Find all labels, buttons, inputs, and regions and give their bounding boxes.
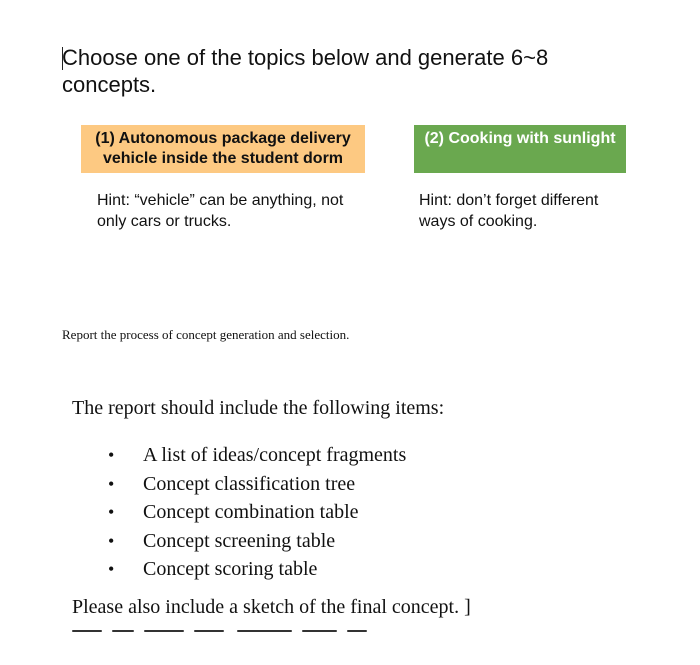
bullet-icon: • bbox=[108, 502, 115, 522]
topic-2-box: (2) Cooking with sunlight bbox=[414, 125, 626, 173]
list-item-text: Concept classification tree bbox=[143, 472, 356, 495]
topic-2-hint: Hint: don’t forget different ways of cooking. bbox=[419, 192, 599, 230]
list-item bbox=[108, 441, 406, 470]
sketch-instruction: Please also include a sketch of the final concept. ] bbox=[72, 596, 471, 618]
bullet-icon: • bbox=[108, 473, 115, 494]
list-item bbox=[108, 527, 406, 556]
topic-1-box: (1) Autonomous package delivery vehicle inside the student dorm bbox=[81, 125, 365, 173]
truncated-text-line bbox=[72, 628, 402, 634]
report-items-heading: The report should include the following items: bbox=[72, 397, 445, 419]
list-item bbox=[108, 555, 406, 584]
bullet-icon: • bbox=[108, 559, 115, 579]
bullet-icon: • bbox=[108, 445, 115, 465]
topic-1-hint: Hint: “vehicle” can be anything, not only cars or trucks. bbox=[97, 192, 344, 230]
list-item bbox=[108, 470, 406, 499]
list-item-text: Concept screening table bbox=[143, 529, 336, 552]
assignment-heading: Choose one of the topics below and generate 6~8 concepts. bbox=[62, 45, 549, 97]
report-instruction: Report the process of concept generation and selection. bbox=[62, 327, 350, 342]
list-item-text: Concept combination table bbox=[143, 501, 359, 523]
list-item-text: A list of ideas/concept fragments bbox=[143, 444, 407, 466]
bullet-icon: • bbox=[108, 530, 115, 551]
list-item-text: Concept scoring table bbox=[143, 558, 318, 580]
list-item bbox=[108, 498, 406, 527]
report-items-list bbox=[108, 441, 406, 584]
